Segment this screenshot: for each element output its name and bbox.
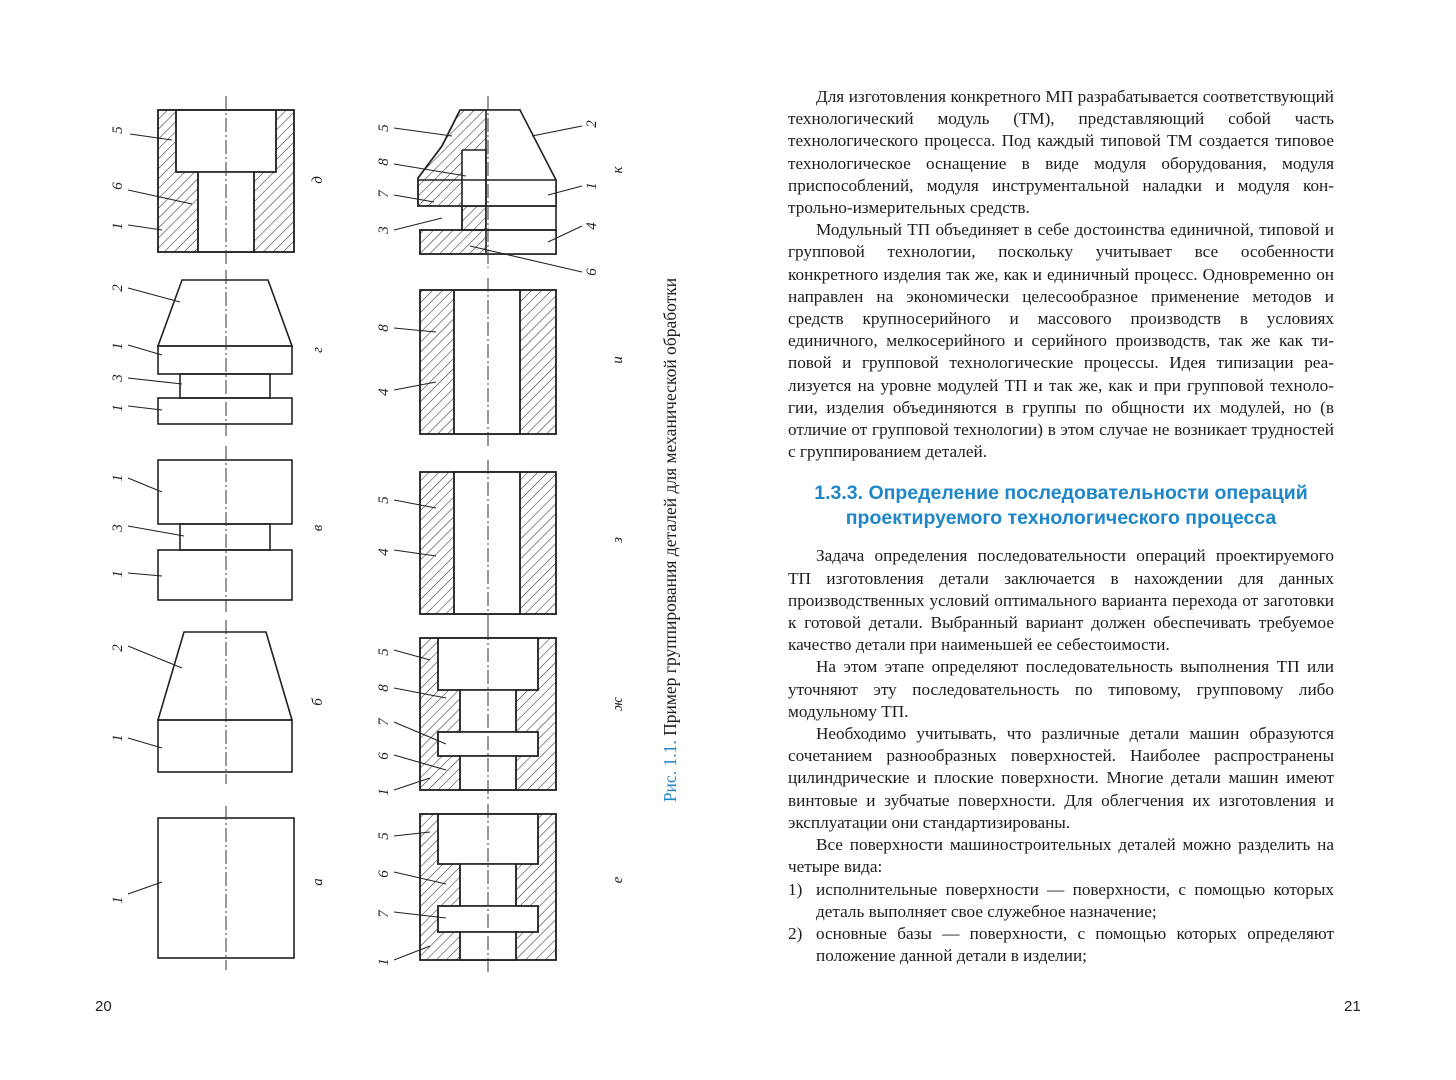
callout-k-3: 3 — [376, 226, 392, 234]
callout-k-4: 4 — [584, 222, 600, 230]
callout-e-1: 1 — [376, 958, 392, 966]
paragraph: На этом этапе определяют последовательность выполнения ТП или уточняют эту последовательность по типовому, групповому либо модульному ТП. — [788, 657, 1334, 721]
panel-letter-k: к — [610, 166, 626, 174]
callout-zh-7: 7 — [376, 718, 392, 726]
callout-e-5: 5 — [376, 832, 392, 840]
callout-e-7: 7 — [376, 910, 392, 918]
callout-b-2: 2 — [110, 644, 126, 652]
paragraph: Модульный ТП объединяет в себе достоинства единичной, типовой и групповой технологии, поскольку учитывает все особенности конкретного изделия так же, как и единичный процесс. Одновременно он направлен на экономически целесообразное применение методов и средств крупносерийного и массового производств в условиях единичного, мелкосерийного и серийного производств, так же как типовой и групповой технологические процессы. Идея типизации реализуется на уровне модулей ТП и так же, как и при групповой технологии, изделия объединяются в группы по общности их модулей, но (в отличие от групповой технологии) в этом случае не возникает трудностей с группированием деталей. — [788, 220, 1334, 462]
callout-b-1: 1 — [110, 734, 126, 742]
callout-g-3: 3 — [110, 374, 126, 382]
panel-b-part — [158, 632, 292, 772]
callout-k-8: 8 — [376, 158, 392, 166]
callout-zh-1: 1 — [376, 788, 392, 796]
figure-caption — [660, 278, 680, 802]
section-heading-line1: 1.3.3. Определение последовательности операций — [814, 482, 1308, 505]
list-item — [788, 923, 1334, 967]
list-item-text: основные базы — поверхности, с помощью которых определяют положение данной детали в изделии; — [816, 923, 1334, 966]
body-text — [788, 86, 1334, 967]
panel-letter-a: а — [310, 878, 326, 886]
list-item — [788, 879, 1334, 923]
callout-a-1: 1 — [110, 896, 126, 904]
panel-letter-z: з — [610, 537, 626, 543]
list-item-text: исполнительные поверхности — поверхности, с помощью которых деталь выполняет свое служебное назначение; — [816, 879, 1334, 921]
callout-g-2: 2 — [110, 284, 126, 292]
callout-zh-5: 5 — [376, 648, 392, 656]
callout-g-1b: 1 — [110, 404, 126, 412]
callout-zh-6: 6 — [376, 752, 392, 760]
panel-letter-e: е — [610, 876, 626, 884]
panel-v-part — [158, 460, 292, 600]
paragraph: Все поверхности машиностроительных деталей можно разделить на четыре вида: — [788, 835, 1334, 877]
list-item-number: 2) — [788, 923, 803, 943]
callout-i-8: 8 — [376, 324, 392, 332]
callout-k-2: 2 — [584, 120, 600, 128]
callout-v-1b: 1 — [110, 570, 126, 578]
callout-i-4: 4 — [376, 388, 392, 396]
page-number-right: 21 — [1344, 998, 1361, 1015]
callout-d-1: 1 — [110, 222, 126, 230]
panel-letter-v: в — [310, 524, 326, 532]
panel-letter-g: г — [310, 347, 326, 353]
panel-k-part — [418, 110, 556, 254]
figure-caption-text: Пример группирования деталей для механической обработки — [660, 277, 680, 741]
callout-d-5: 5 — [110, 126, 126, 134]
right-page — [728, 0, 1456, 1080]
callout-k-6: 6 — [584, 268, 600, 276]
panel-letter-d: д — [310, 176, 326, 184]
callout-z-4: 4 — [376, 548, 392, 556]
callout-k-7: 7 — [376, 190, 392, 198]
section-heading — [788, 481, 1334, 531]
list-item-number: 1) — [788, 879, 803, 899]
paragraph: Для изготовления конкретного МП разрабатывается соответствующий технологический модуль (ТМ), представляющий собой часть технологического процесса. Под каждый типовой ТМ создается типовое технологическое оснащение в виде модуля оборудования, модуля приспособлений, модуля инструментальной наладки и модуля контрольно-измерительных средств. — [788, 87, 1334, 218]
callout-d-6: 6 — [110, 182, 126, 190]
panel-letter-i: и — [610, 356, 626, 364]
section-heading-line2: проектируемого технологического процесса — [845, 507, 1277, 530]
callout-k-1: 1 — [584, 182, 600, 190]
callout-k-5: 5 — [376, 124, 392, 132]
panel-letter-b: б — [310, 698, 326, 706]
surface-types-list — [788, 879, 1334, 968]
figure-caption-label: Рис. 1.1. — [660, 740, 680, 803]
page-number-left: 20 — [95, 998, 112, 1015]
paragraph: Задача определения последовательности операций проектируемого ТП изготовления детали заключается в нахождении для данных производственных условий оптимального варианта перехода от заготовки к готовой детали. Выбранный вариант должен обеспечивать требуемое качество детали при наименьшей ее себестоимости. — [788, 546, 1334, 655]
callout-zh-8: 8 — [376, 684, 392, 692]
callout-v-3: 3 — [110, 524, 126, 532]
callout-g-1a: 1 — [110, 342, 126, 350]
callout-v-1a: 1 — [110, 474, 126, 482]
callout-e-6: 6 — [376, 870, 392, 878]
panel-letter-zh: ж — [610, 697, 626, 711]
callout-z-5: 5 — [376, 496, 392, 504]
paragraph: Необходимо учитывать, что различные детали машин образуются сочетанием разнообразных поверхностей. Наиболее распространены цилиндрические и плоские поверхности. Многие детали машин имеют винтовые и зубчатые поверхности. Для облегчения их изготовления и эксплуатации они стандартизированы. — [788, 724, 1334, 832]
